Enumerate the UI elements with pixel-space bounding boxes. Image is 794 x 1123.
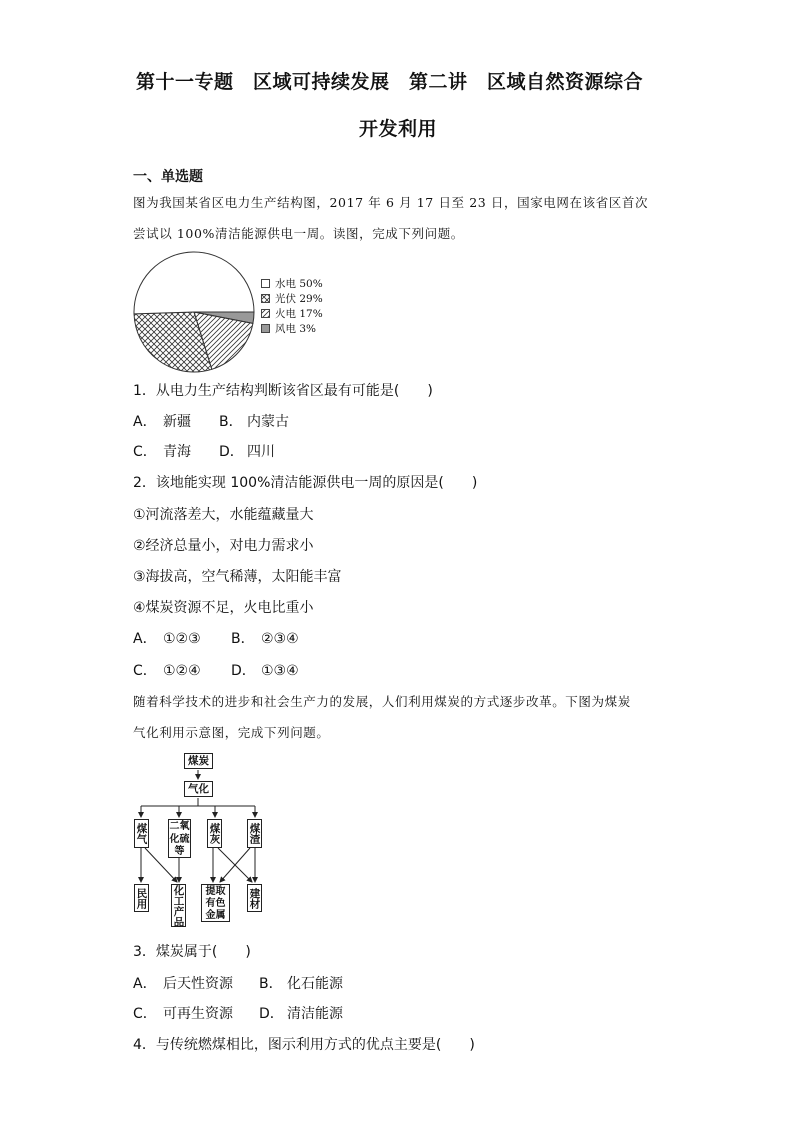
question-2-options-row2 bbox=[133, 660, 299, 680]
option-letter: C． bbox=[133, 444, 157, 460]
pie-slices bbox=[134, 252, 254, 372]
option-text: 内蒙古 bbox=[247, 414, 289, 430]
question-1-options-row2 bbox=[133, 441, 275, 461]
legend-swatch-diagonal bbox=[261, 309, 270, 318]
legend-item-hydro bbox=[261, 276, 323, 291]
statement-2: ②经济总量小，对电力需求小 bbox=[133, 538, 314, 554]
section-heading: 一、单选题 bbox=[133, 169, 203, 185]
node-coal: 煤炭 bbox=[184, 753, 213, 769]
question-2-stem: 2．该地能实现 100%清洁能源供电一周的原因是( ) bbox=[133, 475, 478, 491]
question-1-stem: 1．从电力生产结构判断该省区最有可能是( ) bbox=[133, 383, 433, 399]
pie-slice-水电 bbox=[134, 252, 254, 314]
question-3-options-row1 bbox=[133, 973, 343, 993]
question-3-stem: 3．煤炭属于( ) bbox=[133, 944, 251, 960]
option-letter: B． bbox=[259, 976, 283, 992]
option-letter: D． bbox=[219, 444, 244, 460]
option-text: ①②③ bbox=[163, 631, 201, 647]
power-structure-pie-chart bbox=[130, 248, 370, 378]
option-text: 清洁能源 bbox=[287, 1006, 343, 1022]
statement-3: ③海拔高，空气稀薄，太阳能丰富 bbox=[133, 569, 342, 585]
option-text: ①②④ bbox=[163, 663, 201, 679]
question-2-options-row1 bbox=[133, 628, 299, 648]
node-coal-slag: 煤渣 bbox=[247, 819, 262, 848]
option-letter: A． bbox=[133, 976, 157, 992]
node-gasification: 气化 bbox=[184, 781, 213, 797]
legend-item-thermal bbox=[261, 306, 323, 321]
option-text: 化石能源 bbox=[287, 976, 343, 992]
document-title-line2: 开发利用 bbox=[359, 118, 438, 140]
option-letter: B． bbox=[231, 631, 255, 647]
passage1-line1: 图为我国某省区电力生产结构图，2017 年 6 月 17 日至 23 日，国家电网在该省区首次 bbox=[133, 195, 649, 210]
node-extract-metals: 提取有色金属 bbox=[201, 884, 230, 922]
node-coal-ash: 煤灰 bbox=[207, 819, 222, 848]
option-text: 新疆 bbox=[163, 414, 191, 430]
option-text: 可再生资源 bbox=[163, 1006, 233, 1022]
option-letter: D． bbox=[231, 663, 256, 679]
coal-gasification-diagram bbox=[128, 748, 278, 933]
option-text: 四川 bbox=[247, 444, 275, 460]
option-letter: C． bbox=[133, 663, 157, 679]
option-text: 青海 bbox=[163, 444, 191, 460]
legend-item-wind bbox=[261, 321, 323, 336]
document-title-line1: 第十一专题 区域可持续发展 第二讲 区域自然资源综合 bbox=[136, 71, 644, 93]
option-letter: A． bbox=[133, 414, 157, 430]
statement-1: ①河流落差大，水能蕴藏量大 bbox=[133, 507, 314, 523]
passage2-line2: 气化利用示意图，完成下列问题。 bbox=[133, 725, 330, 740]
legend-swatch-crosshatch bbox=[261, 294, 270, 303]
pie-legend bbox=[261, 276, 323, 336]
passage1-line2: 尝试以 100%清洁能源供电一周。读图，完成下列问题。 bbox=[133, 226, 464, 241]
statement-4: ④煤炭资源不足，火电比重小 bbox=[133, 600, 314, 616]
legend-label: 水电 50% bbox=[275, 278, 323, 290]
node-civil-use: 民用 bbox=[134, 884, 149, 912]
node-sulfur-dioxide: 二氧化硫等 bbox=[169, 821, 190, 857]
option-text: ①③④ bbox=[261, 663, 299, 679]
legend-label: 火电 17% bbox=[275, 308, 323, 320]
legend-label: 风电 3% bbox=[275, 323, 316, 335]
legend-label: 光伏 29% bbox=[275, 293, 323, 305]
question-4-stem: 4．与传统燃煤相比，图示利用方式的优点主要是( ) bbox=[133, 1037, 475, 1053]
option-text: 后天性资源 bbox=[163, 976, 233, 992]
option-letter: D． bbox=[259, 1006, 284, 1022]
legend-swatch-white bbox=[261, 279, 270, 288]
option-letter: C． bbox=[133, 1006, 157, 1022]
option-text: ②③④ bbox=[261, 631, 299, 647]
legend-item-solar bbox=[261, 291, 323, 306]
legend-swatch-gray bbox=[261, 324, 270, 333]
node-chemical-products: 化工产品 bbox=[172, 884, 185, 927]
question-1-options-row1 bbox=[133, 411, 289, 431]
node-coal-gas: 煤气 bbox=[134, 819, 149, 848]
option-letter: B． bbox=[219, 414, 243, 430]
option-letter: A． bbox=[133, 631, 157, 647]
passage2-line1: 随着科学技术的进步和社会生产力的发展，人们利用煤炭的方式逐步改革。下图为煤炭 bbox=[133, 694, 631, 709]
question-3-options-row2 bbox=[133, 1003, 343, 1023]
node-building-materials: 建材 bbox=[247, 884, 262, 912]
